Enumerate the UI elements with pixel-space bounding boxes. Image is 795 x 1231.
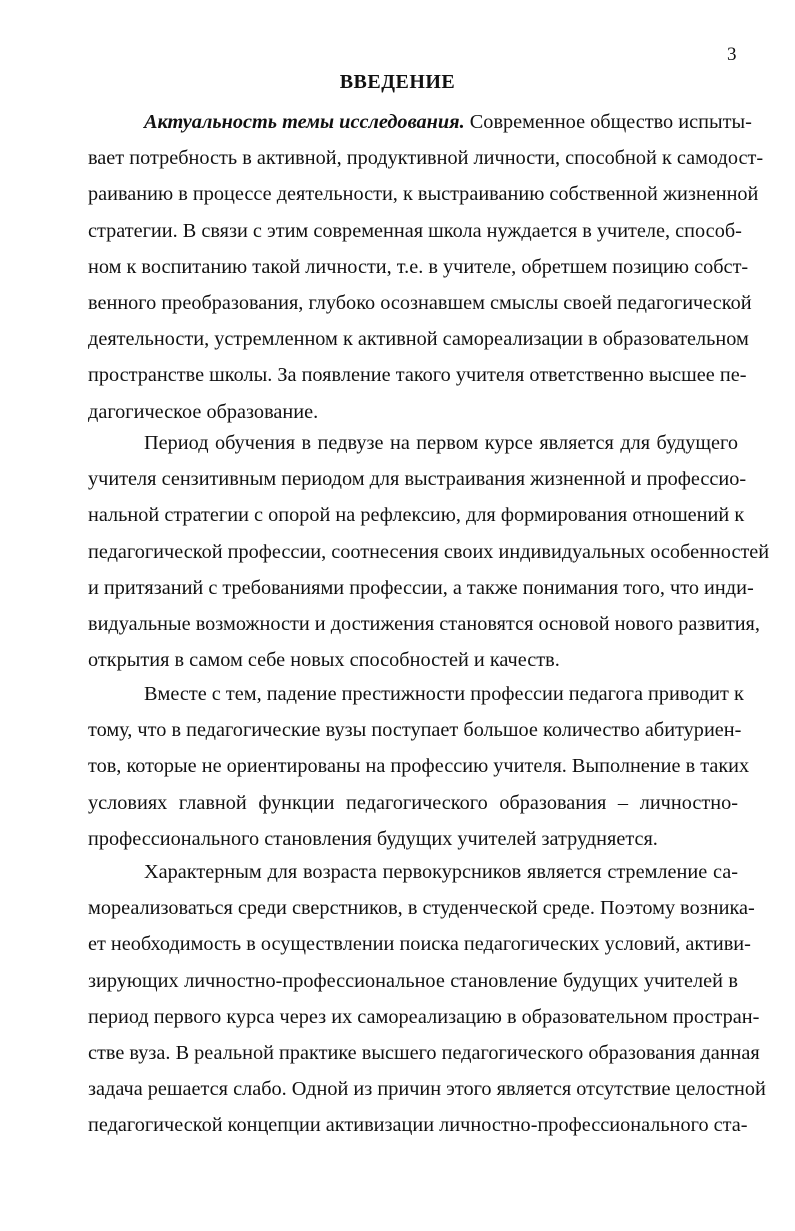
text-line: пространстве школы. За появление такого учителя ответственно высшее пе- xyxy=(88,364,747,387)
paragraph-relevance xyxy=(88,104,764,430)
text-line: педагогической концепции активизации личностно-профессионального ста- xyxy=(88,1114,748,1137)
text-line: тов, которые не ориентированы на профессию учителя. Выполнение в таких xyxy=(88,755,750,778)
text-line: тому, что в педагогические вузы поступает большое количество абитуриен- xyxy=(88,719,742,742)
section-title: ВВЕДЕНИЕ xyxy=(339,71,456,93)
text-line: видуальные возможности и достижения становятся основой нового развития, xyxy=(88,612,760,635)
text-line: нальной стратегии с опорой на рефлексию, для формирования отношений к xyxy=(88,504,745,527)
paragraph-prestige xyxy=(88,676,750,857)
text-line: вает потребность в активной, продуктивной личности, способной к самодост- xyxy=(88,147,764,170)
paragraph-self-realization xyxy=(88,854,766,1144)
text-line: педагогической профессии, соотнесения своих индивидуальных особенностей xyxy=(88,540,770,563)
text-line: дагогическое образование. xyxy=(88,400,319,423)
text-line: задача решается слабо. Одной из причин этого является отсутствие целостной xyxy=(88,1078,766,1101)
page-number: 3 xyxy=(727,44,737,65)
text-line: и притязаний с требованиями профессии, а также понимания того, что инди- xyxy=(88,576,754,599)
paragraph-first-course xyxy=(88,425,770,678)
text-line: зирующих личностно-профессиональное становление будущих учителей в xyxy=(88,969,738,992)
text-line: Актуальность темы исследования. Современное общество испыты- xyxy=(144,111,752,133)
text-line: профессионального становления будущих учителей затрудняется. xyxy=(88,827,658,850)
text-line: Вместе с тем, падение престижности профессии педагога приводит к xyxy=(144,683,744,705)
text-line: стратегии. В связи с этим современная школа нуждается в учителе, способ- xyxy=(88,219,742,242)
text-line: ном к воспитанию такой личности, т.е. в учителе, обретшем позицию собст- xyxy=(88,255,749,278)
text-line: Период обучения в педвузе на первом курсе является для будущего xyxy=(144,432,738,454)
text-line: открытия в самом себе новых способностей и качеств. xyxy=(88,649,560,672)
paragraph-lead: Актуальность темы исследования. xyxy=(144,111,465,133)
text-line: условиях главной функции педагогического образования – личностно- xyxy=(88,791,738,814)
text-line: Характерным для возраста первокурсников является стремление са- xyxy=(144,861,738,883)
text-line: учителя сензитивным периодом для выстраивания жизненной и профессио- xyxy=(88,468,747,491)
text-line: стве вуза. В реальной практике высшего педагогического образования данная xyxy=(88,1041,760,1064)
text-line: деятельности, устремленном к активной самореализации в образовательном xyxy=(88,328,749,351)
text-line: период первого курса через их самореализацию в образовательном простран- xyxy=(88,1005,760,1028)
text-line: венного преобразования, глубоко осознавшем смыслы своей педагогической xyxy=(88,291,752,314)
text-line: мореализоваться среди сверстников, в студенческой среде. Поэтому возника- xyxy=(88,897,755,920)
text-line: ет необходимость в осуществлении поиска педагогических условий, активи- xyxy=(88,933,751,956)
text-line: раиванию в процессе деятельности, к выстраиванию собственной жизненной xyxy=(88,183,759,206)
